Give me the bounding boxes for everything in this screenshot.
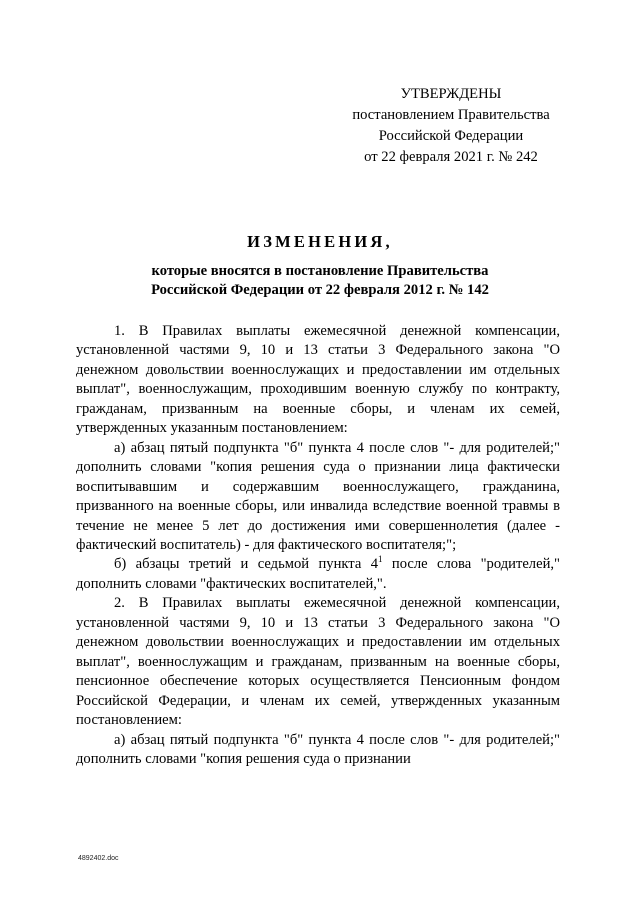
document-title: ИЗМЕНЕНИЯ, xyxy=(247,232,393,251)
document-body xyxy=(76,322,560,769)
file-name-footer: 4892402.doc xyxy=(78,855,119,862)
paragraph-1a: а) абзац пятый подпункта "б" пункта 4 после слов "- для родителей;" дополнить словами "копия решения суда о признании лица фактически воспитывавшим и содержавшим военнослужащего, гражданина, призванного на военные сборы, или инвалида вследствие военной травмы в течение не менее 5 лет до достижения ими совершеннолетия (далее - фактический воспитатель) - для фактического воспитателя;"; xyxy=(76,439,560,553)
paragraph-1b-text: б) абзацы третий и седьмой пункта 4 xyxy=(114,556,378,573)
paragraph-2: 2. В Правилах выплаты ежемесячной денежной компенсации, установленной частями 9, 10 и 13 статьи 3 Федерального закона "О денежном довольствии военнослужащих и предоставлении им отдельных выплат", военнослужащим и гражданам, призванным на военные сборы, пенсионное обеспечение которых осуществляется Пенсионным фондом Российской Федерации, и членам их семей, утвержденных указанным постановлением: xyxy=(76,595,560,729)
approval-heading: УТВЕРЖДЕНЫ xyxy=(400,86,502,102)
paragraph-2a: а) абзац пятый подпункта "б" пункта 4 после слов "- для родителей;" дополнить словами "копия решения суда о признании xyxy=(76,731,560,767)
approval-line-1: постановлением Правительства xyxy=(352,107,550,123)
paragraph-1b xyxy=(76,555,560,594)
subtitle-line-1: которые вносятся в постановление Правительства xyxy=(151,263,489,279)
superscript-mark: 1 xyxy=(378,554,383,565)
document-subtitle xyxy=(60,262,580,300)
paragraph-1: 1. В Правилах выплаты ежемесячной денежной компенсации, установленной частями 9, 10 и 13 статьи 3 Федерального закона "О денежном довольствии военнослужащих и предоставлении им отдельных выплат", военнослужащим, проходившим военную службу по контракту, гражданам, призванным на военные сборы, и членам их семей, утвержденных указанным постановлением: xyxy=(76,323,560,437)
approval-line-2: Российской Федерации xyxy=(378,128,524,144)
subtitle-line-2: Российской Федерации от 22 февраля 2012 г. № 142 xyxy=(151,282,489,298)
approval-line-3: от 22 февраля 2021 г. № 242 xyxy=(364,149,538,165)
paragraph-1b-tail: после слова "родителей," дополнить словами "фактических воспитателей,". xyxy=(76,556,560,592)
approval-block xyxy=(340,84,562,168)
